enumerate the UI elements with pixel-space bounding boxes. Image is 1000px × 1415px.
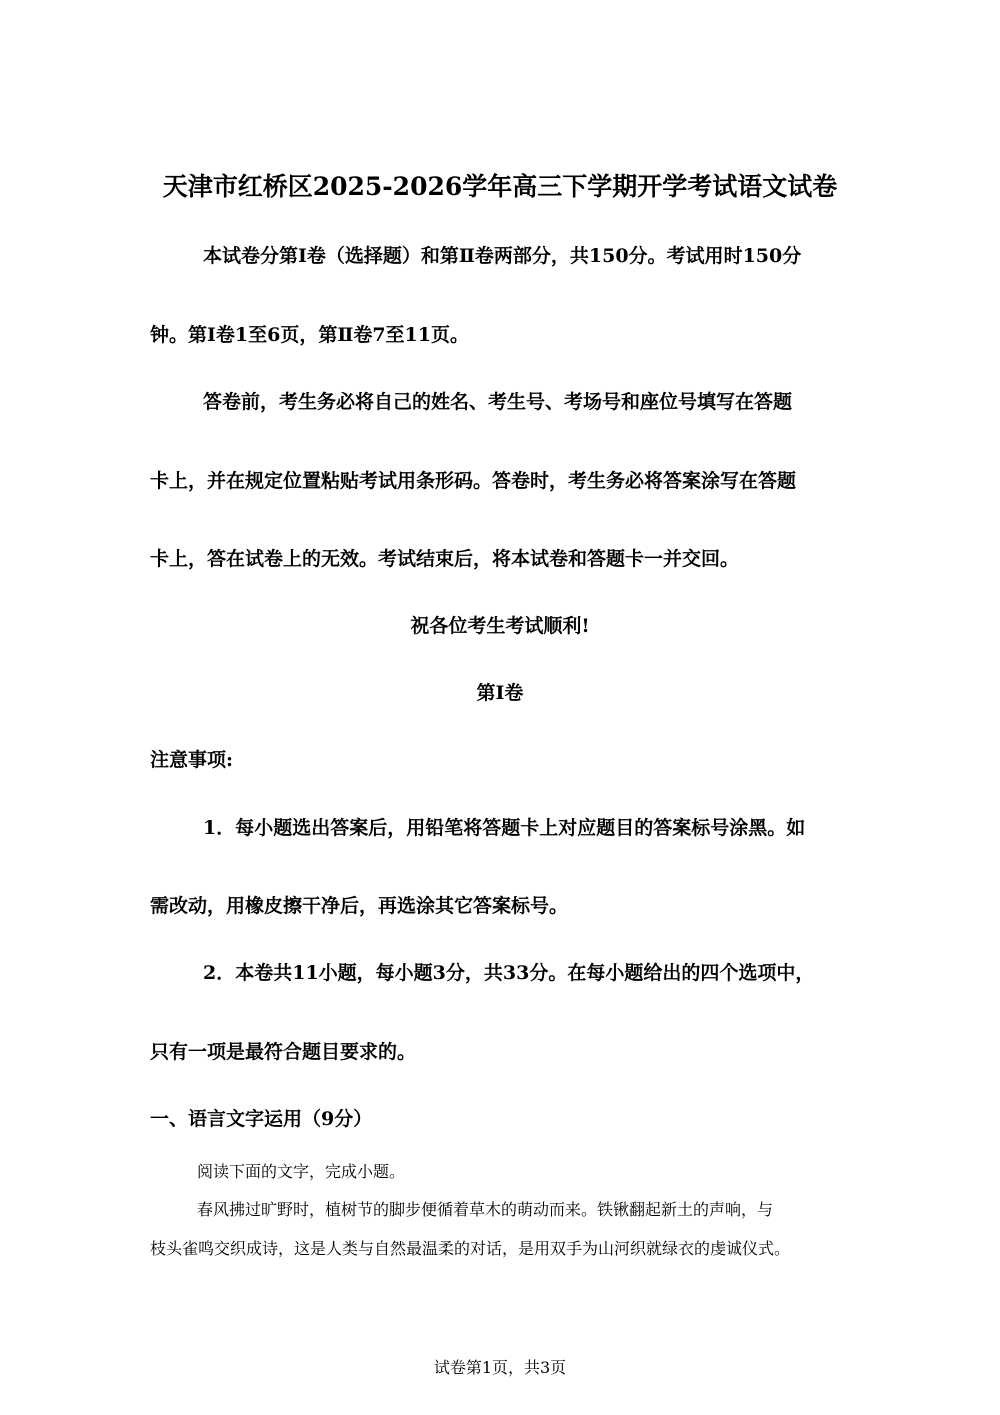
note-1-line-1: 1．每小题选出答案后，用铅笔将答题卡上对应题目的答案标号涂黑。如 bbox=[203, 817, 806, 839]
wish-text: 祝各位考生考试顺利! bbox=[410, 615, 590, 637]
note-1-line-2: 需改动，用橡皮擦干净后，再选涂其它答案标号。 bbox=[150, 895, 569, 917]
reading-prompt: 阅读下面的文字，完成小题。 bbox=[197, 1162, 406, 1181]
exam-title: 天津市红桥区2025-2026学年高三下学期开学考试语文试卷 bbox=[162, 172, 838, 201]
notes-heading: 注意事项: bbox=[150, 749, 234, 771]
passage-line-1: 春风拂过旷野时，植树节的脚步便循着草木的萌动而来。铁锹翻起新土的声响，与 bbox=[197, 1200, 774, 1219]
note-2-line-2: 只有一项是最符合题目要求的。 bbox=[150, 1041, 417, 1063]
intro-line-1: 本试卷分第Ⅰ卷（选择题）和第Ⅱ卷两部分，共150分。考试用时150分 bbox=[203, 245, 802, 267]
instructions-line-1: 答卷前，考生务必将自己的姓名、考生号、考场号和座位号填写在答题 bbox=[203, 391, 793, 413]
section-1-heading: 一、语言文字运用（9分） bbox=[150, 1108, 373, 1130]
instructions-line-2: 卡上，并在规定位置粘贴考试用条形码。答卷时，考生务必将答案涂写在答题 bbox=[150, 470, 797, 492]
passage-line-2: 枝头雀鸣交织成诗，这是人类与自然最温柔的对话，是用双手为山河织就绿衣的虔诚仪式。 bbox=[150, 1239, 791, 1258]
part-label: 第Ⅰ卷 bbox=[476, 682, 524, 704]
page-footer: 试卷第1页，共3页 bbox=[433, 1358, 567, 1377]
instructions-line-3: 卡上，答在试卷上的无效。考试结束后，将本试卷和答题卡一并交回。 bbox=[150, 548, 740, 570]
intro-line-2: 钟。第Ⅰ卷1至6页，第Ⅱ卷7至11页。 bbox=[150, 324, 470, 346]
note-2-line-1: 2．本卷共11小题，每小题3分，共33分。在每小题给出的四个选项中， bbox=[203, 962, 815, 984]
